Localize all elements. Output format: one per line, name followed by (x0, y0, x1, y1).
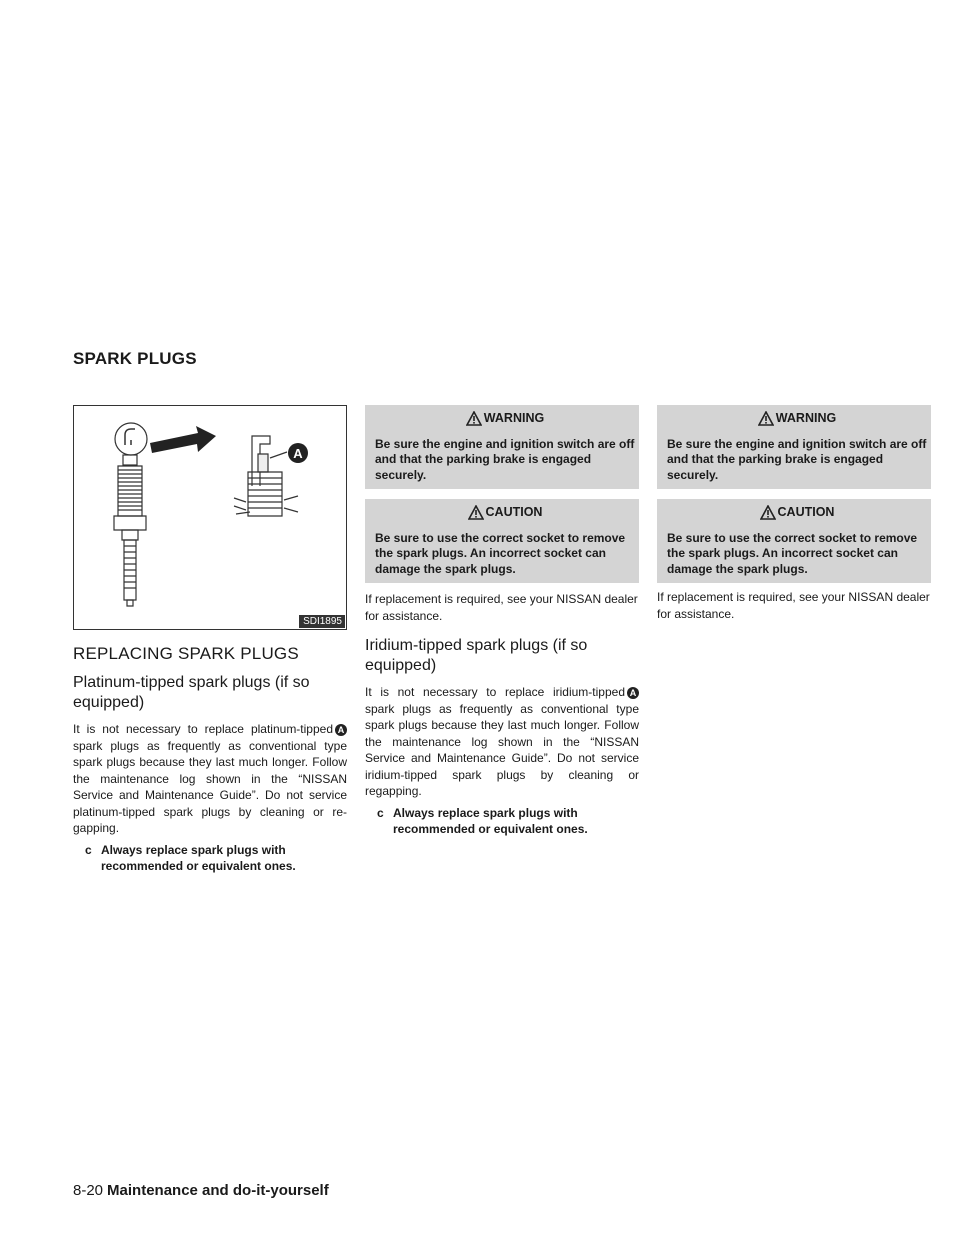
marker-a-icon: A (335, 724, 347, 736)
column-3 (657, 405, 931, 622)
warning-icon (758, 411, 774, 426)
bullet-item (73, 842, 347, 874)
page-footer (73, 1182, 329, 1199)
detail-circle (115, 423, 147, 455)
warning-text: Be sure the engine and ignition switch are off and that the parking brake is engaged securely. (667, 436, 927, 482)
spark-plug-diagram (74, 406, 346, 629)
caution-title: CAUTION (777, 505, 835, 519)
svg-text:A: A (293, 446, 303, 461)
arrow-icon (150, 426, 216, 453)
column-2 (365, 405, 639, 837)
bullet-text: Always replace spark plugs with recommended or equivalent ones. (101, 842, 296, 873)
caution-box (365, 499, 639, 583)
page-number: 8-20 (73, 1182, 104, 1199)
paragraph-start: It is not necessary to replace platinum-tipped (73, 722, 333, 736)
paragraph-rest: spark plugs as frequently as conventional type spark plugs because they last much longer. Follow the maintenance log shown in the “NISSAN Service and Maintenance Guide”. Do not service platinum-tipped spark plugs by cleaning or re-gapping. (73, 738, 347, 835)
warning-title: WARNING (775, 411, 837, 425)
figure-code: SDI1895 (299, 615, 345, 628)
paragraph-platinum (73, 721, 347, 837)
bullet-text: Always replace spark plugs with recommended or equivalent ones. (393, 805, 588, 836)
paragraph-iridium (365, 684, 639, 800)
caution-icon (760, 505, 776, 520)
assistance-text: If replacement is required, see your NISSAN dealer for assistance. (657, 590, 930, 621)
caution-icon (468, 505, 484, 520)
section-title: SPARK PLUGS (73, 349, 197, 368)
caution-text: Be sure to use the correct socket to remove the spark plugs. An incorrect socket can damage the spark plugs. (667, 530, 918, 576)
warning-icon (466, 411, 482, 426)
warning-box (365, 405, 639, 489)
spark-plug-figure (73, 405, 347, 630)
subheading-iridium: Iridium-tipped spark plugs (if so equipped) (365, 637, 588, 674)
paragraph-rest: spark plugs as frequently as conventional type spark plugs because they last much longer. Follow the maintenance log shown in the “NISSAN Service and Maintenance Guide”. Do not service iridium-tipped spark plugs by cleaning or regapping. (365, 701, 639, 798)
assistance-text: If replacement is required, see your NISSAN dealer for assistance. (365, 592, 638, 623)
paragraph-start: It is not necessary to replace iridium-tipped (365, 685, 625, 699)
warning-text: Be sure the engine and ignition switch are off and that the parking brake is engaged securely. (375, 436, 635, 482)
chapter-title: Maintenance and do-it-yourself (107, 1182, 329, 1199)
bullet-icon: c (377, 805, 384, 820)
warning-box (657, 405, 931, 489)
caution-title: CAUTION (485, 505, 543, 519)
caution-box (657, 499, 931, 583)
warning-title: WARNING (483, 411, 545, 425)
marker-a-icon: A (627, 687, 639, 699)
caution-text: Be sure to use the correct socket to remove the spark plugs. An incorrect socket can damage the spark plugs. (375, 530, 626, 576)
bullet-item (365, 805, 639, 837)
subheading-platinum: Platinum-tipped spark plugs (if so equipped) (73, 674, 310, 711)
bullet-icon: c (85, 842, 92, 857)
heading-replacing-spark-plugs: REPLACING SPARK PLUGS (73, 644, 299, 663)
column-1 (73, 405, 347, 874)
